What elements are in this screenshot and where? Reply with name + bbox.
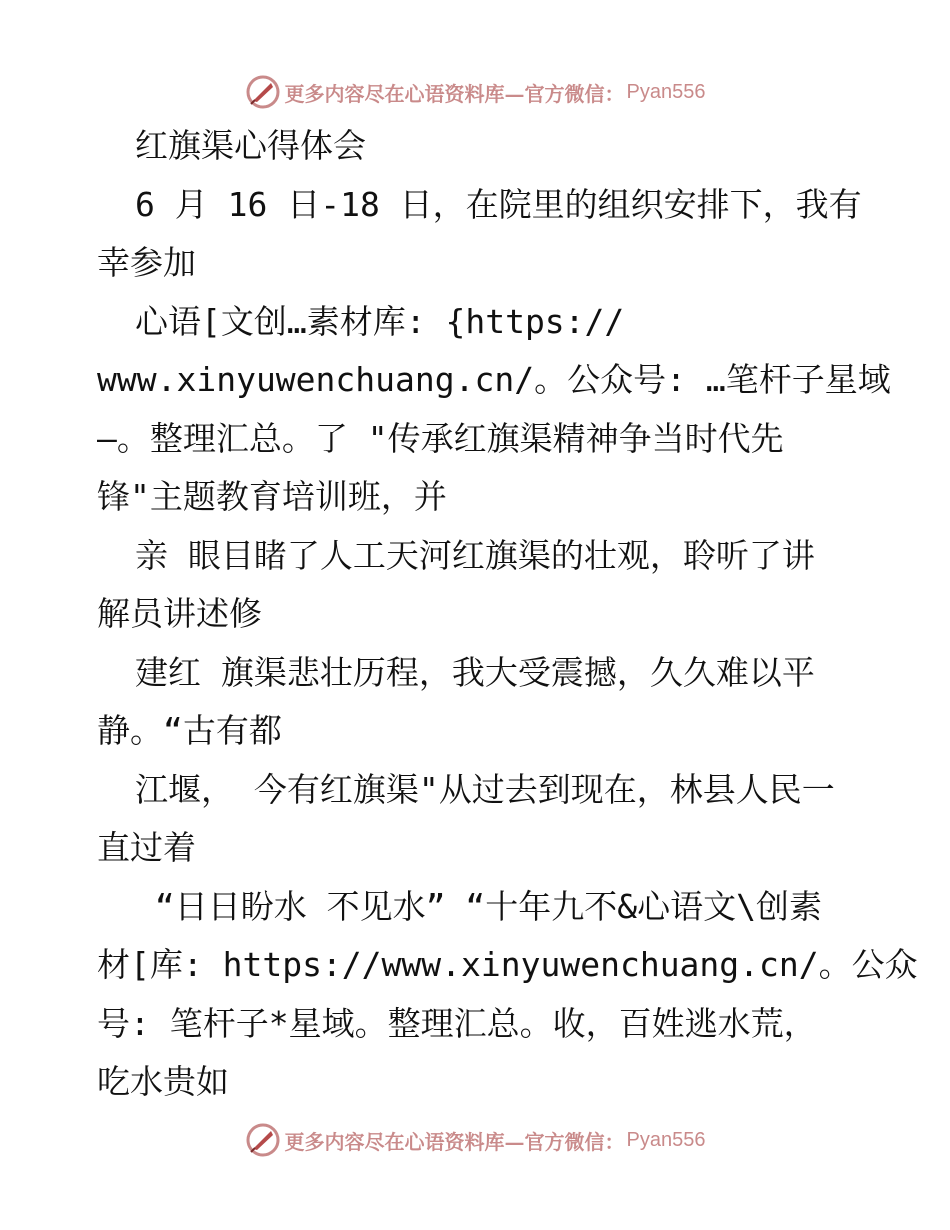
document-body [97,117,918,1112]
document-title: 红旗渠心得体会 [135,126,366,165]
text-line: —。整理汇总。了 "传承红旗渠精神争当时代先 [97,418,784,458]
text-line: 6 月 16 日-18 日，在院里的组织安排下，我有 [135,184,862,224]
text-line: 建红 旗渠悲壮历程，我大受震撼，久久难以平 [135,652,815,692]
text-line: “日日盼水 不见水” “十年九不&心语文\创素 [135,886,822,926]
text-line: 吃水贵如 [97,1062,229,1101]
footer-banner [0,1120,950,1160]
text-line: 直过着 [97,828,196,867]
header-banner-text: 更多内容尽在心语资料库—官方微信： [284,81,625,106]
header-banner [0,72,950,112]
header-banner-id: Pyan556 [626,80,706,103]
text-line: 材[库: https://www.xinyuwenchuang.cn/。公众 [97,945,918,984]
quill-logo-icon [245,1122,281,1158]
text-line: 幸参加 [97,243,196,282]
text-line: 心语[文创…素材库: {https:// [135,301,625,341]
quill-logo-icon [245,74,281,110]
text-line: 江堰， 今有红旗渠"从过去到现在，林县人民一 [135,769,835,809]
text-line: 静。“古有都 [97,711,282,750]
text-line: 解员讲述修 [97,594,262,633]
text-line: 号: 笔杆子*星域。整理汇总。收，百姓逃水荒， [97,1003,817,1043]
text-line: 锋"主题教育培训班，并 [97,477,447,516]
footer-banner-id: Pyan556 [626,1128,706,1151]
text-line: 亲 眼目睹了人工天河红旗渠的壮观，聆听了讲 [135,535,815,575]
footer-banner-text: 更多内容尽在心语资料库—官方微信： [284,1129,625,1154]
text-line: www.xinyuwenchuang.cn/。公众号: …笔杆子星域 [97,360,891,399]
